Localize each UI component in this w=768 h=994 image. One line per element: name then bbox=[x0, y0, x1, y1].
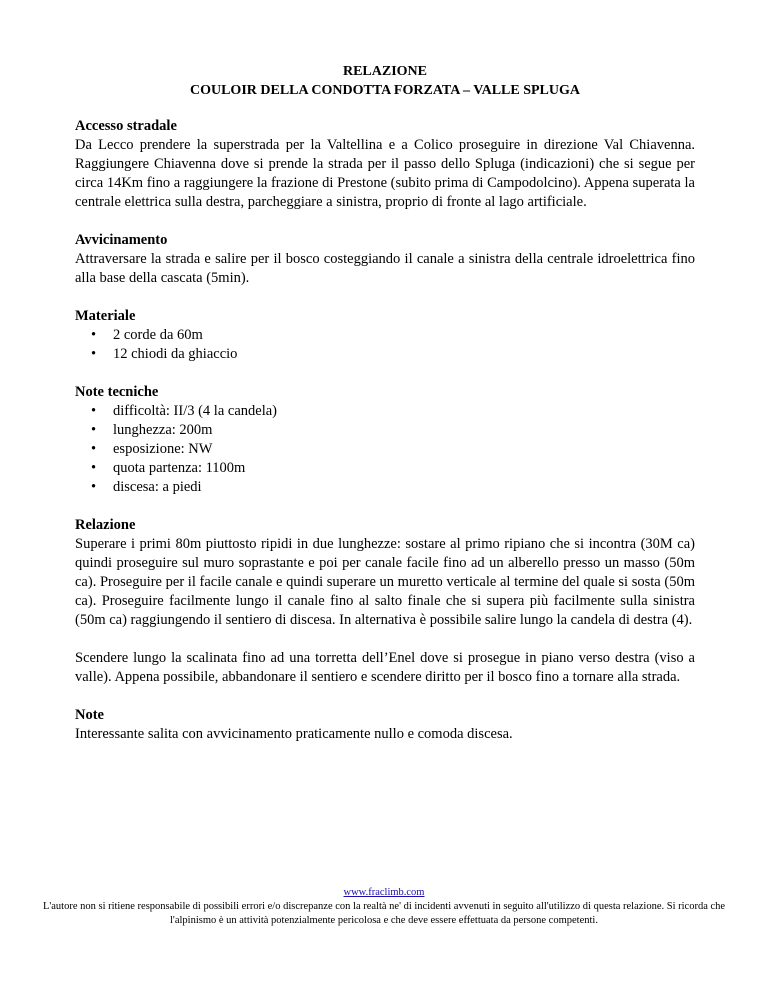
list-item: • lunghezza: 200m bbox=[75, 421, 695, 440]
section-heading-relazione: Relazione bbox=[75, 517, 136, 533]
section-text-relazione-2: Scendere lungo la scalinata fino ad una torretta dell’Enel dove si prosegue in piano verso destra (viso a valle). Appena possibile, abbandonare il sentiero e scendere diritto per il bosco fino a tornare alla strada. bbox=[75, 650, 695, 685]
section-heading-accesso: Accesso stradale bbox=[75, 118, 177, 134]
footer-disclaimer: L'autore non si ritiene responsabile di possibili errori e/o discrepanze con la realtà ne' di incidenti avvenuti in seguito all'utilizzo di questa relazione. Si ricorda che l'alpinismo è un attività potenzialmente pericolosa e che deve essere effettuata da persone competenti. bbox=[42, 901, 726, 926]
page-footer bbox=[40, 886, 728, 928]
section-note-tecniche bbox=[75, 383, 695, 497]
document-title-line1: RELAZIONE bbox=[342, 64, 428, 79]
section-accesso bbox=[75, 117, 695, 212]
section-text-accesso: Da Lecco prendere la superstrada per la Valtellina e a Colico proseguire in direzione Val Chiavenna. Raggiungere Chiavenna dove si prende la strada per il passo dello Spluga (indicazioni) che si segue per circa 14Km fino a raggiungere la frazione di Prestone (subito prima di Campodolcino). Appena superata la centrale elettrica sulla destra, parcheggiare a sinistra, proprio di fronte al lago artificiale. bbox=[75, 137, 695, 210]
note-tecniche-list bbox=[75, 402, 695, 497]
list-item: • quota partenza: 1100m bbox=[75, 459, 695, 478]
section-materiale bbox=[75, 307, 695, 364]
section-heading-note-tecniche: Note tecniche bbox=[75, 384, 159, 400]
section-heading-avvicinamento: Avvicinamento bbox=[75, 232, 168, 248]
materiale-list bbox=[75, 326, 695, 364]
list-item: • difficoltà: II/3 (4 la candela) bbox=[75, 402, 695, 421]
footer-link[interactable]: www.fraclimb.com bbox=[343, 887, 425, 898]
list-item: • discesa: a piedi bbox=[75, 478, 695, 497]
section-text-avvicinamento: Attraversare la strada e salire per il bosco costeggiando il canale a sinistra della centrale idroelettrica fino alla base della cascata (5min). bbox=[75, 251, 695, 286]
list-item: • 2 corde da 60m bbox=[75, 326, 695, 345]
section-note bbox=[75, 706, 695, 744]
document-title-line2: COULOIR DELLA CONDOTTA FORZATA – VALLE SPLUGA bbox=[189, 83, 580, 98]
document-body bbox=[75, 62, 695, 744]
section-avvicinamento bbox=[75, 231, 695, 288]
section-relazione bbox=[75, 516, 695, 687]
section-text-relazione-1: Superare i primi 80m piuttosto ripidi in due lunghezze: sostare al primo ripiano che si incontra (30M ca) quindi proseguire sul muro soprastante e poi per canale facile fino ad un alberello presso un masso (50m ca). Proseguire per il facile canale e quindi superare un muretto verticale al termine del quale si sosta (50m ca). Proseguire facilmente lungo il canale fino al salto finale che si supera più facilmente sulla sinistra (50m ca) raggiungendo il sentiero di discesa. In alternativa è possibile salire lungo la candela di destra (4). bbox=[75, 536, 695, 628]
section-text-note: Interessante salita con avvicinamento praticamente nullo e comoda discesa. bbox=[75, 726, 513, 742]
list-item: • esposizione: NW bbox=[75, 440, 695, 459]
list-item: • 12 chiodi da ghiaccio bbox=[75, 345, 695, 364]
section-heading-note: Note bbox=[75, 707, 104, 723]
section-heading-materiale: Materiale bbox=[75, 308, 136, 324]
